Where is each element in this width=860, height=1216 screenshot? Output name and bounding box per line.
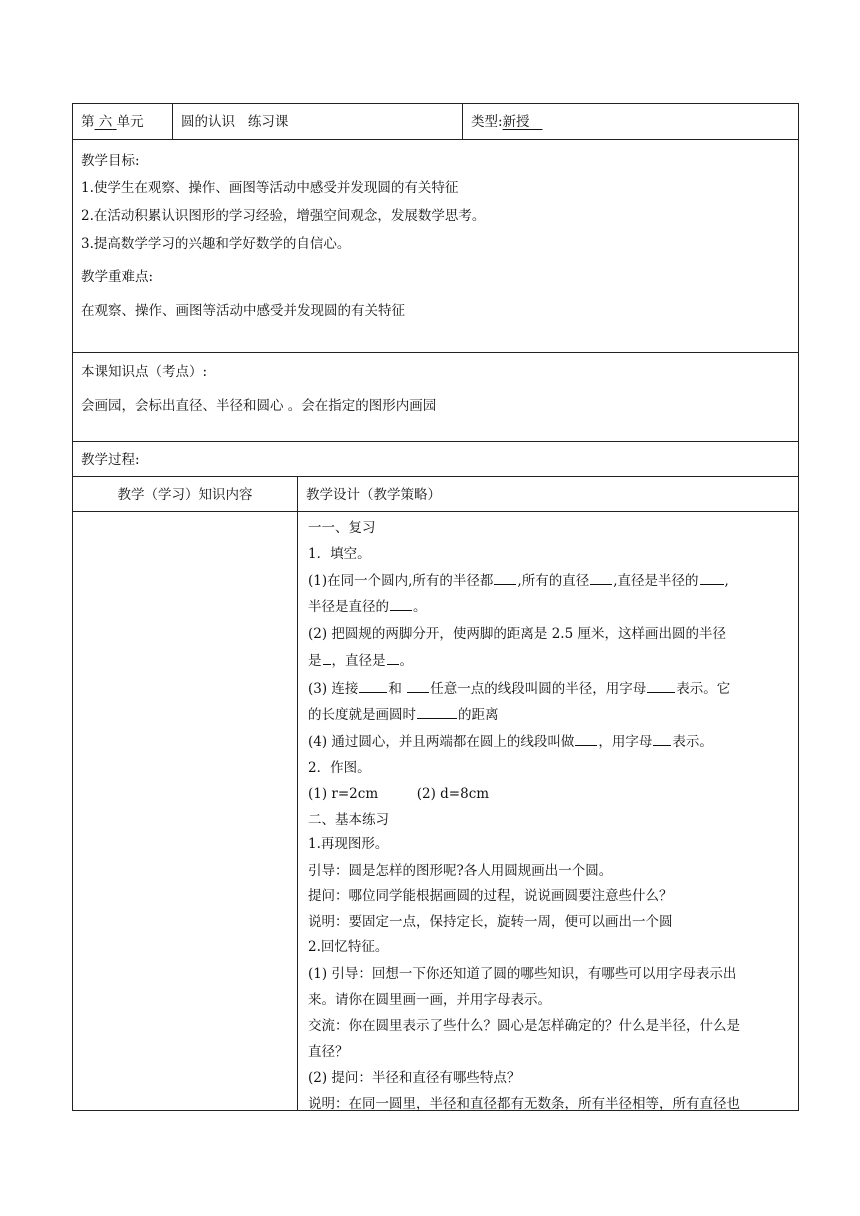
- answer-blank: [359, 678, 387, 693]
- header-row: [73, 104, 798, 140]
- lesson-title: 圆的认识 练习课: [181, 114, 289, 130]
- process-body-row: [73, 512, 798, 1110]
- practice-1-guide: 引导：圆是怎样的图形呢?各人用圆规画出一个圆。: [308, 863, 613, 879]
- knowledge-heading: 本课知识点（考点）:: [81, 364, 208, 380]
- drawing-items: (1) r=2cm (2) d=8cm: [308, 786, 490, 802]
- practice-2-question: (2) 提问：半径和直径有哪些特点？: [308, 1070, 521, 1086]
- practice-2-explain: 说明：在同一圆里，半径和直径都有无数条，所有半径相等，所有直径也: [308, 1096, 740, 1112]
- col2-header: 教学设计（教学策略）: [306, 487, 441, 503]
- answer-blank: [647, 678, 675, 693]
- fill-blank-title: 1．填空。: [308, 546, 371, 562]
- lesson-title-cell: [173, 104, 463, 139]
- objectives-heading: 教学目标:: [81, 153, 140, 169]
- drawing-title: 2．作图。: [308, 760, 371, 776]
- question-4: (4) 通过圆心，并且两端都在圆上的线段叫做 ，用字母 表示。: [308, 731, 713, 752]
- key-points-text: 在观察、操作、画图等活动中感受并发现圆的有关特征: [81, 303, 405, 319]
- practice-2-exchange-cont: 直径？: [308, 1044, 349, 1060]
- unit-cell: [73, 104, 173, 139]
- practice-2-title: 2.回忆特征。: [308, 939, 389, 955]
- question-3-cont: 的长度就是画圆时 的距离: [308, 704, 499, 725]
- type-cell: [463, 104, 798, 139]
- answer-blank: [387, 650, 399, 665]
- question-1: (1)在同一个圆内,所有的半径都 ,所有的直径 ,直径是半径的 ,: [308, 570, 729, 591]
- process-heading: 教学过程:: [81, 452, 140, 468]
- practice-2-guide-cont: 来。请你在圆里画一画，并用字母表示。: [308, 992, 551, 1008]
- section-basic-practice: 二、基本练习: [308, 812, 389, 828]
- type-value: 新授: [502, 114, 530, 130]
- question-2-cont: 是 ，直径是 。: [308, 650, 413, 671]
- practice-2-exchange: 交流：你在圆里表示了些什么？圆心是怎样确定的？什么是半径，什么是: [308, 1018, 740, 1034]
- unit-prefix: 第: [81, 114, 95, 130]
- objective-item: 1.使学生在观察、操作、画图等活动中感受并发现圆的有关特征: [81, 180, 459, 196]
- answer-blank: [494, 570, 516, 585]
- process-column-header-row: [73, 477, 798, 512]
- type-label: 类型:: [471, 114, 503, 130]
- question-2: (2) 把圆规的两脚分开，使两脚的距离是 2.5 厘米，这样画出圆的半径: [308, 626, 726, 642]
- answer-blank: [653, 731, 671, 746]
- answer-blank: [417, 704, 457, 719]
- knowledge-content-cell: [73, 512, 298, 1110]
- col2-header-cell: [298, 477, 798, 511]
- practice-2-guide: (1) 引导：回想一下你还知道了圆的哪些知识，有哪些可以用字母表示出: [308, 966, 737, 982]
- col1-header-cell: [73, 477, 298, 511]
- practice-1-title: 1.再现图形。: [308, 836, 389, 852]
- question-3: (3) 连接 和 任意一点的线段叫圆的半径，用字母 表示。它: [308, 678, 730, 699]
- answer-blank: [590, 570, 612, 585]
- knowledge-text: 会画园，会标出直径、半径和圆心 。会在指定的图形内画园: [81, 398, 437, 414]
- answer-blank: [390, 596, 412, 611]
- practice-1-explain: 说明：要固定一点，保持定长，旋转一周，便可以画出一个圆: [308, 914, 673, 930]
- objective-item: 3.提高数学学习的兴趣和学好数学的自信心。: [81, 236, 351, 252]
- section-review: 一一、复习: [308, 520, 376, 536]
- answer-blank: [407, 678, 429, 693]
- knowledge-row: [73, 353, 798, 442]
- answer-blank: [700, 570, 724, 585]
- teaching-design-cell: [298, 512, 798, 1110]
- unit-suffix: 单元: [116, 114, 144, 130]
- key-points-heading: 教学重难点:: [81, 269, 154, 285]
- objectives-row: [73, 140, 798, 353]
- unit-number: 六: [98, 114, 113, 130]
- answer-blank: [323, 650, 331, 665]
- question-1-cont: 半径是直径的 。: [308, 596, 427, 617]
- answer-blank: [575, 731, 597, 746]
- lesson-plan-table: [72, 103, 799, 1111]
- process-heading-row: [73, 442, 798, 477]
- practice-1-question: 提问：哪位同学能根据画圆的过程，说说画圆要注意些什么？: [308, 888, 673, 904]
- col1-header: 教学（学习）知识内容: [117, 487, 253, 503]
- objective-item: 2.在活动积累认识图形的学习经验，增强空间观念，发展数学思考。: [81, 208, 486, 224]
